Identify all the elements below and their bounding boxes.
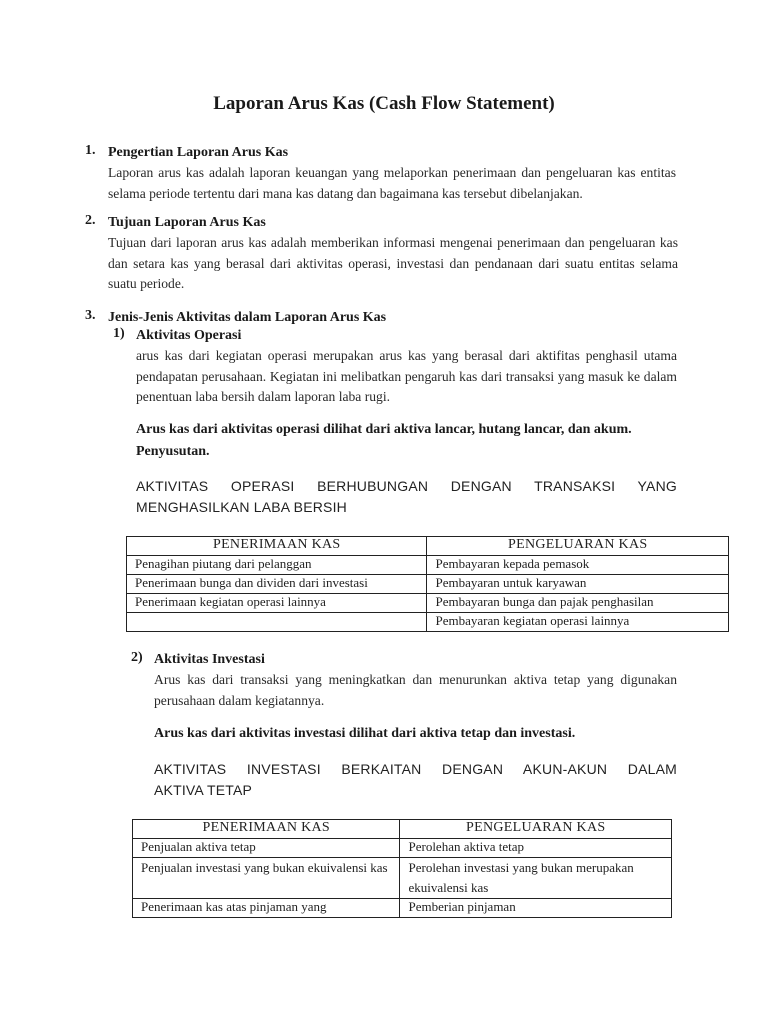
investasi-caps-line-1: AKTIVITAS INVESTASI BERKAITAN DENGAN AKUN-AKUN DALAM xyxy=(154,761,677,777)
header-penerimaan: PENERIMAAN KAS xyxy=(127,537,427,556)
investasi-bold-note: Arus kas dari aktivitas investasi dilihat dari aktiva tetap dan investasi. xyxy=(154,726,576,741)
section-2 xyxy=(108,213,678,295)
section-1 xyxy=(108,143,676,204)
table-header-row xyxy=(133,820,672,839)
operasi-number: 1) xyxy=(113,326,125,341)
operasi-bold-note: Arus kas dari aktivitas operasi dilihat dari aktiva lancar, hutang lancar, dan akum. Penyusutan. xyxy=(136,422,632,459)
table-row xyxy=(133,899,672,918)
section-1-body: Laporan arus kas adalah laporan keuangan yang melaporkan penerimaan dan pengeluaran kas entitas selama periode tertentu dari mana kas datang dan bagaimana kas tersebut dibelanjakan. xyxy=(108,165,676,201)
table-cell: Penjualan investasi yang bukan ekuivalensi kas xyxy=(133,858,400,899)
table-row xyxy=(127,594,729,613)
table-header-row xyxy=(127,537,729,556)
table-cell: Penjualan aktiva tetap xyxy=(133,839,400,858)
table-row xyxy=(133,858,672,899)
section-3-heading-wrap xyxy=(108,308,678,328)
investasi-caps-line-2: AKTIVA TETAP xyxy=(154,782,253,798)
table-row xyxy=(133,839,672,858)
table-row xyxy=(127,613,729,632)
investasi-body: Arus kas dari transaksi yang meningkatkan dan menurunkan aktiva tetap yang digunakan perusahaan dalam kegiatannya. xyxy=(154,672,677,708)
section-3-number: 3. xyxy=(85,308,96,323)
investasi-number: 2) xyxy=(131,650,143,665)
table-cell xyxy=(127,613,427,632)
header-pengeluaran: PENGELUARAN KAS xyxy=(400,820,672,839)
section-2-number: 2. xyxy=(85,213,96,228)
table-row xyxy=(127,575,729,594)
investasi-section xyxy=(154,650,677,711)
section-1-number: 1. xyxy=(85,143,96,158)
table-cell: Pembayaran untuk karyawan xyxy=(427,575,729,594)
operasi-body: arus kas dari kegiatan operasi merupakan arus kas yang berasal dari aktifitas penghasil utama pendapatan perusahaan. Kegiatan ini melibatkan pengaruh kas dari transaksi yang masuk ke dalam penentuan laba bersih dalam laporan laba rugi. xyxy=(136,348,677,404)
section-2-body: Tujuan dari laporan arus kas adalah memberikan informasi mengenai penerimaan dan pengeluaran kas dan setara kas yang berasal dari aktivitas operasi, investasi dan pendanaan dari suatu entitas selama suatu periode. xyxy=(108,235,678,291)
table-cell: Pembayaran kepada pemasok xyxy=(427,556,729,575)
operasi-heading: Aktivitas Operasi xyxy=(136,328,242,343)
operasi-section xyxy=(136,326,677,408)
table-cell: Penerimaan kas atas pinjaman yang xyxy=(133,899,400,918)
table-cell: Penerimaan bunga dan dividen dari investasi xyxy=(127,575,427,594)
operasi-caps-line-2: MENGHASILKAN LABA BERSIH xyxy=(136,499,347,515)
table-cell: Perolehan aktiva tetap xyxy=(400,839,672,858)
header-pengeluaran: PENGELUARAN KAS xyxy=(427,537,729,556)
investasi-cash-table xyxy=(132,819,672,918)
table-cell: Penerimaan kegiatan operasi lainnya xyxy=(127,594,427,613)
section-1-heading: Pengertian Laporan Arus Kas xyxy=(108,145,289,160)
operasi-caps-line-1: AKTIVITAS OPERASI BERHUBUNGAN DENGAN TRANSAKSI YANG xyxy=(136,478,677,494)
investasi-heading: Aktivitas Investasi xyxy=(154,652,265,667)
operasi-caps-note xyxy=(136,476,677,518)
table-cell: Pembayaran bunga dan pajak penghasilan xyxy=(427,594,729,613)
investasi-caps-note xyxy=(154,759,677,801)
table-cell: Pemberian pinjaman xyxy=(400,899,672,918)
page-title: Laporan Arus Kas (Cash Flow Statement) xyxy=(213,93,555,114)
table-cell: Perolehan investasi yang bukan merupakan ekuivalensi kas xyxy=(400,858,672,899)
table-cell: Penagihan piutang dari pelanggan xyxy=(127,556,427,575)
table-row xyxy=(127,556,729,575)
table-cell: Pembayaran kegiatan operasi lainnya xyxy=(427,613,729,632)
section-3-heading: Jenis-Jenis Aktivitas dalam Laporan Arus Kas xyxy=(108,310,387,325)
operasi-cash-table xyxy=(126,536,729,632)
section-2-heading: Tujuan Laporan Arus Kas xyxy=(108,215,266,230)
header-penerimaan: PENERIMAAN KAS xyxy=(133,820,400,839)
